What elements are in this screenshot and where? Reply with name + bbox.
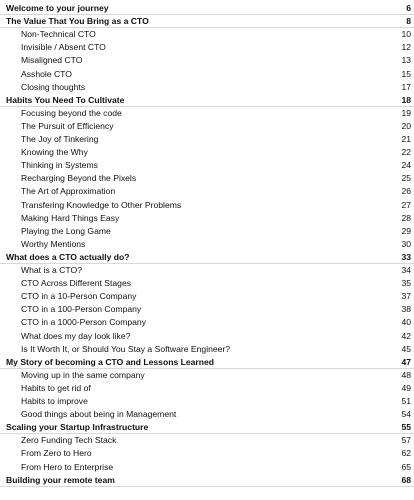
toc-entry-page-number: 19: [401, 107, 411, 118]
toc-entry-page-number: 35: [401, 278, 411, 289]
toc-chapter-row[interactable]: [0, 251, 414, 264]
toc-entry-title: Moving up in the same company: [21, 369, 145, 380]
toc-entry-page-number: 6: [406, 3, 411, 13]
toc-entry-title: Asshole CTO: [21, 68, 72, 79]
toc-entry-title: Scaling your Startup Infrastructure: [6, 422, 149, 433]
toc-section-row[interactable]: [0, 68, 414, 81]
toc-entry-page-number: 68: [401, 474, 411, 485]
toc-entry-page-number: 37: [401, 291, 411, 302]
toc-section-row[interactable]: [0, 316, 414, 329]
toc-entry-title: Closing thoughts: [21, 81, 86, 92]
toc-section-row[interactable]: [0, 225, 414, 238]
toc-section-row[interactable]: [0, 199, 414, 212]
toc-entry-title: Invisible / Absent CTO: [21, 42, 106, 53]
toc-entry-page-number: 42: [401, 330, 411, 341]
toc-entry-title: Habits to get rid of: [21, 382, 91, 393]
toc-entry-page-number: 30: [401, 238, 411, 249]
toc-entry-title: The Art of Approximation: [21, 186, 116, 197]
toc-section-row[interactable]: [0, 277, 414, 290]
toc-section-row[interactable]: [0, 238, 414, 251]
toc-entry-title: CTO Across Different Stages: [21, 278, 132, 289]
toc-entry-page-number: 12: [401, 42, 411, 53]
toc-entry-title: Making Hard Things Easy: [21, 212, 120, 223]
toc-entry-title: Worthy Mentions: [21, 238, 86, 249]
toc-entry-title: Building your remote team: [6, 474, 115, 485]
toc-entry-page-number: 49: [401, 382, 411, 393]
toc-chapter-row[interactable]: [0, 474, 414, 487]
toc-entry-page-number: 25: [401, 173, 411, 184]
toc-section-row[interactable]: [0, 107, 414, 120]
toc-section-row[interactable]: [0, 434, 414, 447]
toc-entry-title: Habits You Need To Cultivate: [6, 94, 125, 105]
toc-entry-title: The Value That You Bring as a CTO: [6, 16, 149, 27]
toc-chapter-row[interactable]: [0, 421, 414, 434]
toc-section-row[interactable]: [0, 264, 414, 277]
toc-section-row[interactable]: [0, 290, 414, 303]
toc-entry-page-number: 57: [401, 435, 411, 446]
toc-entry-page-number: 18: [401, 94, 411, 105]
toc-entry-title: My Story of becoming a CTO and Lessons Learned: [6, 356, 215, 367]
toc-section-row[interactable]: [0, 212, 414, 225]
toc-entry-page-number: 38: [401, 304, 411, 315]
toc-entry-page-number: 21: [401, 134, 411, 144]
toc-section-row[interactable]: [0, 382, 414, 395]
toc-entry-page-number: 65: [401, 461, 411, 472]
toc-entry-page-number: 55: [401, 422, 411, 433]
toc-entry-title: The Pursuit of Efficiency: [21, 120, 114, 131]
toc-chapter-row[interactable]: [0, 2, 414, 15]
toc-section-row[interactable]: [0, 146, 414, 159]
toc-entry-page-number: 48: [401, 369, 411, 380]
toc-entry-title: What does a CTO actually do?: [6, 251, 130, 262]
toc-entry-page-number: 27: [401, 199, 411, 210]
toc-chapter-row[interactable]: [0, 94, 414, 107]
toc-entry-title: What does my day look like?: [21, 330, 131, 341]
toc-section-row[interactable]: [0, 28, 414, 41]
toc-entry-title: Knowing the Why: [21, 147, 88, 158]
toc-entry-title: CTO in a 100-Person Company: [21, 304, 142, 315]
toc-entry-title: Thinking in Systems: [21, 160, 98, 171]
toc-entry-page-number: 15: [401, 68, 411, 79]
toc-entry-title: Misaligned CTO: [21, 55, 83, 66]
toc-entry-title: From Zero to Hero: [21, 448, 92, 459]
toc-section-row[interactable]: [0, 395, 414, 408]
toc-entry-title: Zero Funding Tech Stack: [21, 435, 117, 446]
toc-entry-title: From Hero to Enterprise: [21, 461, 114, 472]
toc-section-row[interactable]: [0, 461, 414, 474]
toc-section-row[interactable]: [0, 133, 414, 146]
toc-entry-title: CTO in a 10-Person Company: [21, 291, 137, 302]
toc-section-row[interactable]: [0, 81, 414, 94]
toc-entry-page-number: 40: [401, 317, 411, 328]
toc-entry-page-number: 20: [401, 120, 411, 131]
toc-entry-title: CTO in a 1000-Person Company: [21, 317, 146, 328]
toc-section-row[interactable]: [0, 120, 414, 133]
toc-section-row[interactable]: [0, 303, 414, 316]
toc-section-row[interactable]: [0, 41, 414, 54]
toc-entry-page-number: 34: [401, 265, 411, 275]
toc-section-row[interactable]: [0, 185, 414, 198]
toc-entry-page-number: 29: [401, 225, 411, 236]
toc-entry-page-number: 17: [401, 81, 411, 92]
toc-entry-title: Habits to improve: [21, 396, 88, 406]
toc-entry-title: The Joy of Tinkering: [21, 134, 99, 144]
toc-section-row[interactable]: [0, 54, 414, 67]
toc-chapter-row[interactable]: [0, 15, 414, 28]
toc-section-row[interactable]: [0, 408, 414, 421]
toc-entry-page-number: 22: [401, 147, 411, 158]
toc-entry-title: Focusing beyond the code: [21, 107, 122, 118]
toc-entry-page-number: 47: [401, 356, 411, 367]
toc-entry-page-number: 33: [401, 251, 411, 262]
toc-entry-title: Good things about being in Management: [21, 409, 177, 420]
toc-entry-title: Non-Technical CTO: [21, 29, 96, 40]
toc-section-row[interactable]: [0, 330, 414, 343]
toc-entry-page-number: 8: [406, 16, 411, 27]
toc-section-row[interactable]: [0, 159, 414, 172]
toc-entry-page-number: 13: [401, 55, 411, 66]
toc-section-row[interactable]: [0, 172, 414, 185]
toc-entry-title: What is a CTO?: [21, 265, 82, 275]
toc-entry-page-number: 54: [401, 409, 411, 420]
toc-entry-page-number: 51: [401, 396, 411, 406]
toc-section-row[interactable]: [0, 447, 414, 460]
toc-entry-page-number: 26: [401, 186, 411, 197]
toc-entry-page-number: 28: [401, 212, 411, 223]
toc-entry-title: Recharging Beyond the Pixels: [21, 173, 137, 184]
toc-entry-title: Is It Worth It, or Should You Stay a Software Engineer?: [21, 343, 231, 354]
toc-section-row[interactable]: [0, 343, 414, 356]
toc-chapter-row[interactable]: [0, 356, 414, 369]
toc-entry-page-number: 24: [401, 160, 411, 171]
toc-section-row[interactable]: [0, 369, 414, 382]
toc-entry-title: Transfering Knowledge to Other Problems: [21, 199, 182, 210]
toc-entry-page-number: 10: [401, 29, 411, 40]
toc-entry-title: Playing the Long Game: [21, 225, 111, 236]
toc-entry-title: Welcome to your journey: [6, 3, 109, 13]
toc-entry-page-number: 62: [401, 448, 411, 459]
toc-entry-page-number: 45: [401, 343, 411, 354]
